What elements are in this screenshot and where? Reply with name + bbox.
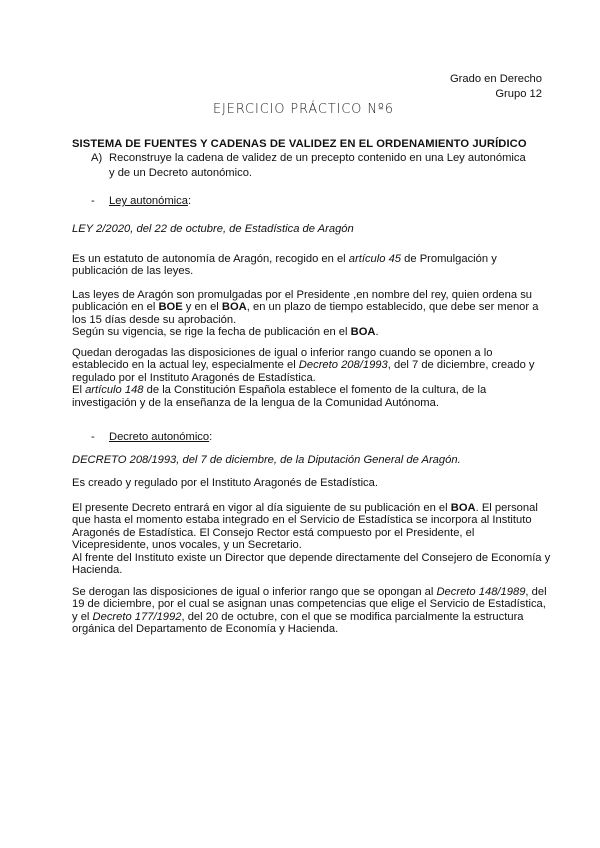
group-label: Grupo 12 (495, 88, 542, 100)
ley-citation (72, 223, 354, 236)
text: . (375, 326, 379, 339)
ley-paragraph-1 (72, 253, 552, 278)
boa-bold: BOA (221, 301, 247, 314)
boa-bold: BOA (450, 502, 476, 514)
text: Quedan derogadas las disposiciones de igual o inferior rango cuando se oponen a lo establecido en la actual ley, especialmente el (72, 347, 493, 372)
text: , del 19 de diciembre, por el cual se asignan unas competencias que elige el Servicio de Estadística, y el (72, 586, 547, 623)
ley-paragraph-3 (72, 347, 552, 409)
question-line-1: Reconstruye la cadena de validez de un precepto contenido en una Ley autonómica (109, 152, 526, 164)
section-heading: SISTEMA DE FUENTES Y CADENAS DE VALIDEZ EN EL ORDENAMIENTO JURÍDICO (72, 138, 527, 150)
question-marker: A) (91, 152, 103, 164)
ley-paragraph-2 (72, 289, 552, 339)
ley-bullet: - (91, 195, 95, 207)
decreto-paragraph-2 (72, 502, 552, 576)
ley-heading-label: Ley autonómica (109, 195, 188, 207)
boa-bold: BOA (350, 326, 376, 339)
decreto-heading (109, 431, 212, 444)
text: , del 7 de diciembre, creado y regulado por el Instituto Aragonés de Estadística. (72, 359, 535, 384)
text: , del 20 de octubre, con el que se modifica parcialmente la estructura orgánica del Departamento de Economía y Hacienda. (72, 610, 524, 636)
text: Las leyes de Aragón son promulgadas por el Presidente ,en nombre del rey, quien ordena su publicación en el (72, 289, 533, 314)
decreto-bullet: - (91, 431, 95, 443)
emphasis: Decreto 177/1992 (92, 610, 182, 623)
text: El (72, 384, 86, 397)
decreto-paragraph-3 (72, 586, 552, 636)
text: de Promulgación y publicación de las leyes. (72, 253, 497, 278)
decreto-director-text: Al frente del Instituto existe un Director que depende directamente del Consejero de Economía y Hacienda. (72, 551, 551, 577)
decreto-heading-label: Decreto autonómico (109, 431, 210, 443)
text: , en un plazo de tiempo establecido, que debe ser menor a los 15 días desde su aprobación. (72, 301, 539, 326)
decreto-heading-colon: : (209, 431, 213, 443)
emphasis: Decreto 148/1989 (436, 586, 526, 598)
decreto-paragraph-1: Es creado y regulado por el Instituto Aragonés de Estadística. (72, 477, 378, 489)
decreto-citation-text: DECRETO 208/1993, del 7 de diciembre, de la Diputación General de Aragón. (72, 454, 461, 466)
text: Según su vigencia, se rige la fecha de publicación en el (72, 326, 351, 339)
text: El presente Decreto entrará en vigor al día siguiente de su publicación en el (72, 502, 451, 514)
page-title: EJERCICIO PRÁCTICO Nº6 (213, 101, 394, 117)
ley-citation-text: LEY 2/2020, del 22 de octubre, de Estadística de Aragón (72, 223, 354, 235)
text: de la Constitución Española establece el fomento de la cultura, de la investigación y de la enseñanza de la lengua de la Comunidad Autónoma. (72, 384, 487, 409)
emphasis: artículo 148 (85, 384, 144, 397)
degree-label: Grado en Derecho (449, 73, 542, 85)
decreto-citation (72, 454, 461, 467)
boe-bold: BOE (158, 301, 183, 314)
ley-heading-colon: : (188, 195, 192, 207)
emphasis: Decreto 208/1993 (298, 359, 388, 372)
question-line-2: y de un Decreto autonómico. (109, 167, 253, 179)
ley-heading (109, 195, 191, 208)
text: Es un estatuto de autonomía de Aragón, recogido en el (72, 253, 349, 265)
emphasis: artículo 45 (348, 253, 402, 265)
text: . El personal que hasta el momento estaba integrado en el Servicio de Estadística se incorpora al Instituto Aragonés de Estadística. El Consejo Rector está compuesto por el Presidente, el Vicepresidente, unos vocales, y un Secretario. (72, 502, 538, 552)
text: Se derogan las disposiciones de igual o inferior rango que se opongan al (72, 586, 437, 598)
text: y en el (182, 301, 222, 314)
